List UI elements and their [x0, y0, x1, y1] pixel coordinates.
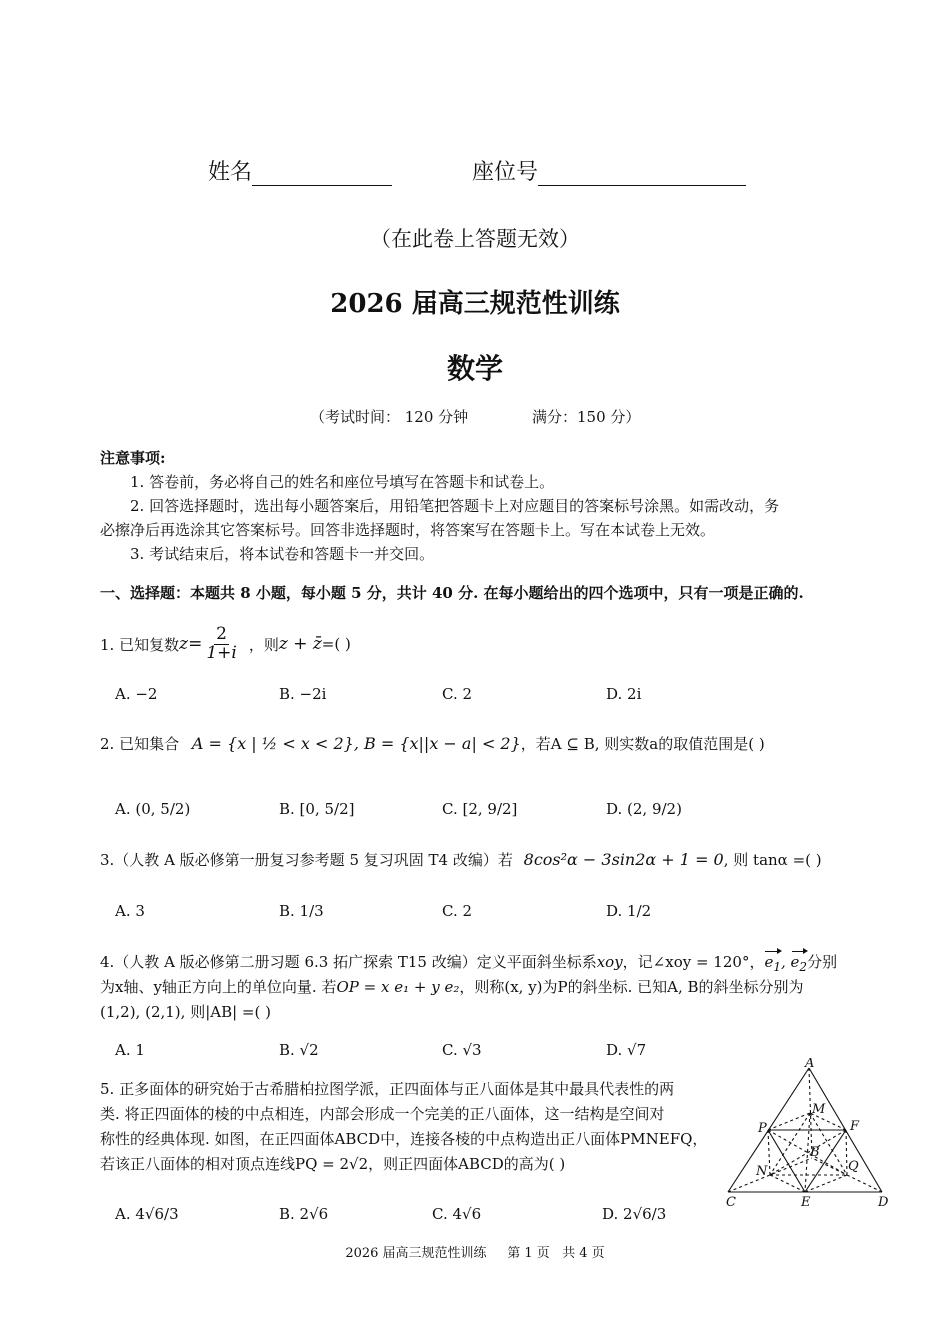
q4-line2c: ，则称(x, y)为P的斜坐标. 已知A, B的斜坐标分别为: [459, 978, 804, 996]
q5-option-c: C. 4√6: [432, 1205, 482, 1223]
notice-item-2a: 2. 回答选择题时，选出每小题答案后，用铅笔把答题卡上对应题目的答案标号涂黑。如需改动，务: [130, 497, 780, 515]
label-a: A: [805, 1058, 815, 1071]
q2-tail: ，若A ⊆ B, 则实数a的取值范围是( ): [520, 735, 765, 753]
q1-z: z: [179, 634, 189, 654]
seat-blank: [538, 159, 746, 186]
q4-option-b: B. √2: [279, 1041, 319, 1059]
q4-option-a: A. 1: [115, 1041, 145, 1059]
q2-prefix: 2. 已知集合: [100, 735, 180, 753]
q3-option-a: A. 3: [115, 902, 145, 920]
question-3: [100, 849, 822, 870]
edge-fq: [846, 1130, 847, 1175]
subject-title: 数学: [446, 352, 503, 385]
edge-qe: [805, 1175, 847, 1192]
q1-option-a: A. −2: [115, 685, 158, 703]
q4-line1-tail: 分别: [807, 953, 838, 971]
question-1: [100, 624, 351, 664]
q1-numerator: 2: [216, 623, 227, 644]
q1-option-c: C. 2: [442, 685, 473, 703]
q2-option-b: B. [0, 5/2]: [279, 800, 355, 818]
name-field: [208, 155, 392, 186]
q1-denominator: 1+i: [206, 642, 237, 663]
q5-option-a: A. 4√6/3: [115, 1205, 179, 1223]
edge-pn: [768, 1130, 770, 1175]
question-5-line-3: 称性的经典体现. 如图，在正四面体ABCD中，连接各棱的中点构造出正八面体PMNEFQ，: [100, 1130, 708, 1148]
q2-set-a: A = {x | ½ < x < 2}: [191, 734, 354, 753]
label-c: C: [726, 1195, 736, 1210]
q3-prefix: 3.（人教 A 版必修第一册复习参考题 5 复习巩固 T4 改编）若: [100, 851, 513, 869]
q3-tail: , 则 tanα =( ): [723, 851, 822, 869]
seat-label: 座位号: [472, 160, 539, 185]
q5-option-b: B. 2√6: [279, 1205, 329, 1223]
name-label: 姓名: [208, 160, 253, 185]
q4-line1-b: ，记∠xoy = 120°，: [622, 953, 765, 971]
q4-option-c: C. √3: [442, 1041, 482, 1059]
q2-option-a: A. (0, 5/2): [115, 800, 191, 818]
q2-set-b: , B = {x||x − a| < 2}: [353, 734, 521, 753]
notice-item-1: 1. 答卷前，务必将自己的姓名和座位号填写在答题卡和试卷上。: [130, 473, 555, 491]
q3-option-d: D. 1/2: [606, 902, 652, 920]
label-f: F: [850, 1119, 860, 1134]
q1-option-d: D. 2i: [606, 685, 642, 703]
q4-option-d: D. √7: [606, 1041, 647, 1059]
question-4-line-1: [100, 951, 837, 974]
question-4-line-3: (1,2), (2,1), 则|AB| =( ): [100, 1003, 271, 1021]
q2-option-c: C. [2, 9/2]: [442, 800, 518, 818]
q4-line2a: 为x轴、y轴正方向上的单位向量. 若: [100, 978, 337, 996]
q1-option-b: B. −2i: [279, 685, 327, 703]
question-5-line-1: 5. 正多面体的研究始于古希腊柏拉图学派，正四面体与正八面体是其中最具代表性的两: [100, 1080, 675, 1098]
notice-item-2b: 必擦净后再选涂其它答案标号。回答非选择题时，将答案写在答题卡上。写在本试卷上无效。: [100, 521, 716, 539]
q1-mid: ，则: [248, 635, 279, 654]
question-5-line-2: 类. 将正四面体的棱的中点相连，内部会形成一个完美的正八面体，这一结构是空间对: [100, 1105, 665, 1123]
notice-heading: 注意事项:: [100, 449, 166, 467]
q1-eq: =: [188, 634, 203, 654]
question-2: [100, 733, 765, 754]
q5-option-d: D. 2√6/3: [602, 1205, 667, 1223]
name-blank: [252, 159, 392, 186]
q1-fraction: [204, 623, 239, 663]
q4-line2b: OP = x e₁ + y e₂: [336, 978, 460, 996]
label-p: P: [758, 1121, 767, 1136]
notice-item-3: 3. 考试结束后，将本试卷和答题卡一并交回。: [130, 545, 435, 563]
question-4-line-2: [100, 976, 804, 997]
tetrahedron-figure: [718, 1058, 898, 1210]
score-info: 满分：150 分）: [532, 408, 641, 426]
section-heading: 一、选择题：本题共 8 小题，每小题 5 分，共计 40 分. 在每小题给出的四个选项中，只有一项是正确的.: [100, 584, 804, 602]
seat-field: [472, 155, 746, 186]
q1-prefix: 1. 已知复数: [100, 635, 180, 654]
invalid-note: （在此卷上答题无效）: [370, 227, 580, 251]
label-b: B: [810, 1145, 820, 1160]
label-q: Q: [848, 1159, 859, 1174]
label-m: M: [812, 1102, 826, 1117]
label-e: E: [801, 1195, 811, 1210]
page-title: 2026 届高三规范性训练: [330, 289, 620, 319]
q3-equation: 8cos²α − 3sin2α + 1 = 0: [523, 850, 724, 869]
q4-line1-mid: xoy: [596, 953, 623, 971]
label-d: D: [878, 1195, 889, 1210]
q3-option-c: C. 2: [442, 902, 473, 920]
q1-expr: z + z̄: [278, 634, 322, 654]
q3-option-b: B. 1/3: [279, 902, 324, 920]
page-footer: 2026 届高三规范性训练 第 1 页 共 4 页: [345, 1246, 605, 1261]
q4-unit-vectors: $e_1$, $e_2$: [764, 953, 808, 974]
q2-option-d: D. (2, 9/2): [606, 800, 682, 818]
label-n: N: [756, 1164, 768, 1179]
time-info: （考试时间： 120 分钟: [310, 408, 469, 426]
q1-tail: =( ): [321, 635, 351, 653]
q4-line1-prefix: 4.（人教 A 版必修第二册习题 6.3 拓广探索 T15 改编）定义平面斜坐标系: [100, 953, 597, 971]
question-5-line-4: 若该正八面体的相对顶点连线PQ = 2√2，则正四面体ABCD的高为( ): [100, 1155, 566, 1173]
